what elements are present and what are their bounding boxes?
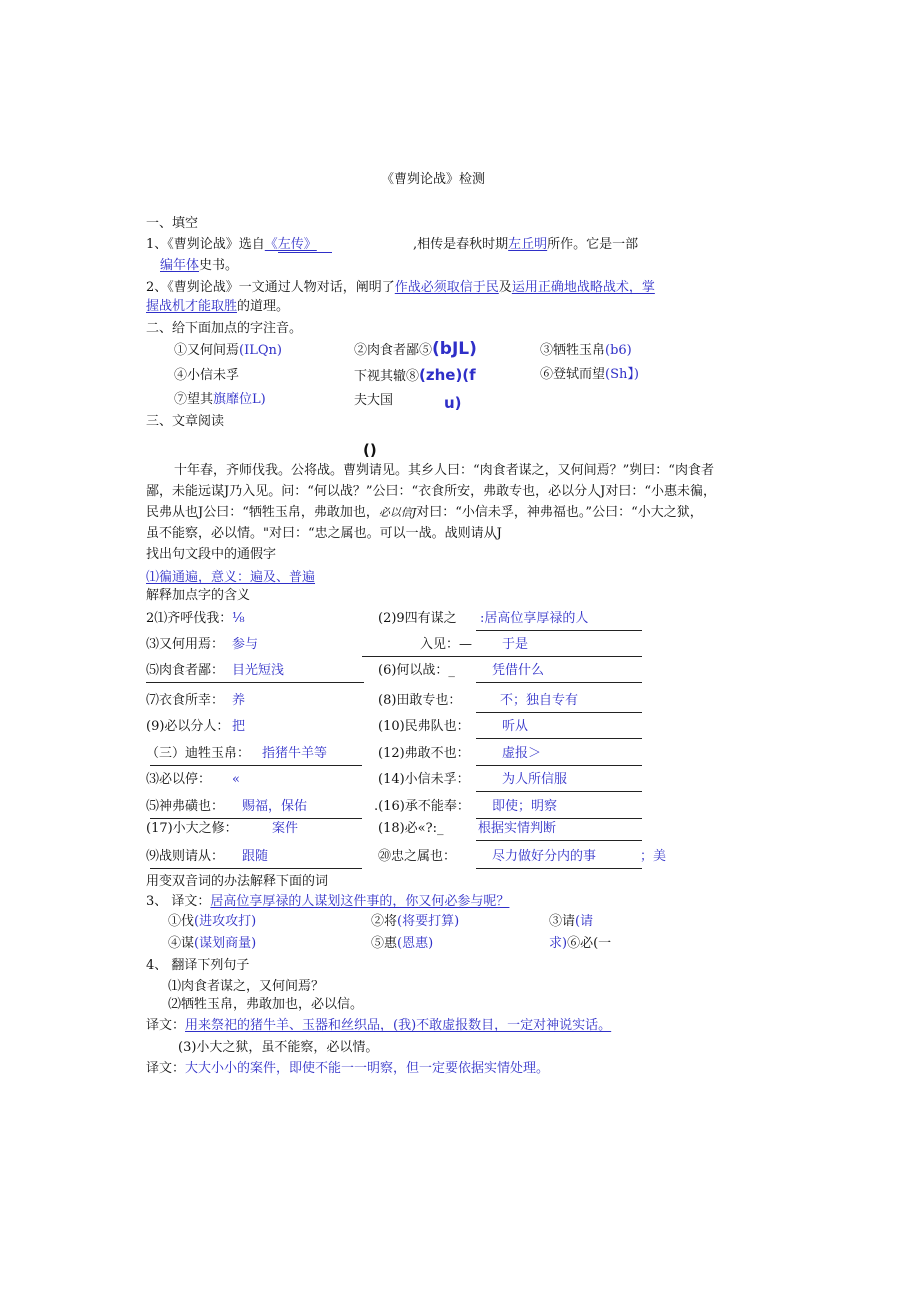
q3-line xyxy=(146,893,509,911)
pinyin-item-6 xyxy=(540,366,639,384)
passage-3i: 必以信J xyxy=(378,506,417,519)
q2-answer-3: 握战机才能取胜 xyxy=(146,299,238,314)
passage-line-1: 十年春，齐师伐我。公将战。曹刿请见。其乡人曰：“肉食者谋之，又何间焉？”刿曰：“肉食者 xyxy=(174,463,714,478)
grid-left-question: ⑸肉食者鄙： xyxy=(146,663,225,678)
section-3-mark: () xyxy=(363,441,377,459)
grid-right-question: 入见：— xyxy=(420,637,473,652)
q2-line1 xyxy=(146,279,655,297)
word-5-answer: (恩惠) xyxy=(397,936,434,951)
grid-right-question: ⑳忠之属也： xyxy=(378,849,457,864)
q2-text-b: 及 xyxy=(498,280,512,295)
q1-answer-source: 《左传》 xyxy=(264,237,317,252)
q3-answer: 居高位享厚禄的人谋划这件事的，你又何必参与呢？ xyxy=(210,894,510,909)
grid-right-answer: 根据实情判断 xyxy=(478,821,557,836)
grid-right-answer: 于是 xyxy=(502,637,529,652)
grid-left-answer: ⅛ xyxy=(232,611,245,626)
grid-left-question: ⑶又何用焉： xyxy=(146,637,225,652)
item-2-text: ②肉食者鄙⑤ xyxy=(354,343,433,358)
grid-right-question: (12)弗敢不也： xyxy=(378,746,470,761)
word-4-answer: (谋划商量) xyxy=(194,936,257,951)
shuangyin-question: 用变双音词的办法解释下面的词 xyxy=(146,874,329,889)
grid-left-answer: 指猪牛羊等 xyxy=(262,746,328,761)
word-6-text: ⑥必(一 xyxy=(567,936,612,951)
grid-left-answer: 赐福，保佑 xyxy=(242,799,308,814)
grid-left-answer: 把 xyxy=(232,719,246,734)
grid-left-question: （三）迪牲玉帛： xyxy=(146,746,251,761)
translation-3 xyxy=(146,1060,549,1078)
item-6-answer: (Sh】) xyxy=(605,367,639,382)
item-6-text: ⑥登轼而望 xyxy=(540,367,606,382)
word-3 xyxy=(549,913,593,931)
word-6 xyxy=(549,935,611,953)
pinyin-item-1 xyxy=(174,342,282,360)
q3-label: 3、 译文： xyxy=(146,894,211,909)
answer-underline xyxy=(476,630,642,631)
answer-underline xyxy=(476,868,642,869)
grid-left-answer: 目光短浅 xyxy=(232,663,285,678)
q2-answer-1: 作战必须取信于民 xyxy=(394,280,499,295)
word-3-answer-cont: 求) xyxy=(549,936,568,951)
grid-right-question: .(16)承不能奉： xyxy=(374,799,470,814)
pinyin-item-2 xyxy=(354,340,477,360)
word-1-text: ①伐 xyxy=(168,914,195,929)
grid-right-question: (2)9四有谋之 xyxy=(378,611,457,626)
grid-left-answer: 参与 xyxy=(232,637,259,652)
grid-left-answer: 跟随 xyxy=(242,849,269,864)
grid-right-answer: 不；独自专有 xyxy=(500,693,579,708)
item-2-answer: (bJL) xyxy=(432,339,477,359)
q4-heading: 4、 翻译下列句子 xyxy=(146,958,250,973)
translation-2-answer: 用来祭祀的猪牛羊、玉器和丝织品，(我)不敢虚报数目，一定对神说实话。 xyxy=(185,1018,612,1033)
grid-right-question: (6)何以战：_ xyxy=(378,663,455,678)
q1-text-c: 所作。它是一部 xyxy=(547,237,639,252)
pinyin-item-3 xyxy=(540,342,632,360)
word-5 xyxy=(371,935,433,953)
passage-line-2: 鄙，未能远谋J乃入见。问：“何以战？”公曰：“衣食所安，弗敢专也，必以分人J对曰：“小惠未徧， xyxy=(146,484,717,499)
grid-left-question: 2⑴齐呼伐我： xyxy=(146,611,233,626)
item-3-text: ③牺牲玉帛 xyxy=(540,343,606,358)
q1-answer-author: 左丘明 xyxy=(508,237,548,252)
item-3-answer: (b6) xyxy=(605,343,632,358)
translate-3: (3)小大之狱，虽不能察，必以情。 xyxy=(178,1040,379,1055)
item-7-text: ⑦望其 xyxy=(174,392,214,407)
item-1-text: ①又何间焉 xyxy=(174,343,240,358)
answer-underline xyxy=(476,712,642,713)
word-5-text: ⑤惠 xyxy=(371,936,398,951)
q1-line2 xyxy=(160,257,238,275)
grid-left-question: ⑸神弗磺也： xyxy=(146,799,225,814)
jieshi-question: 解释加点字的含义 xyxy=(146,588,251,603)
grid-left-question: ⑺衣食所幸： xyxy=(146,693,225,708)
answer-underline xyxy=(150,868,362,869)
q2-line2 xyxy=(146,298,289,316)
translation-3-label: 译文： xyxy=(146,1061,186,1076)
q2-answer-2: 运用正确地战略战术，掌 xyxy=(511,280,655,295)
section-3-heading: 三、文章阅读 xyxy=(146,414,225,429)
item-5-text: 下视其辙⑧ xyxy=(354,369,420,384)
answer-underline xyxy=(150,818,362,819)
grid-right-answer: 凭借什么 xyxy=(492,663,545,678)
grid-left-answer: « xyxy=(232,772,240,787)
passage-line-4: 虽不能察，必以情。"对曰：“忠之属也。可以一战。战则请从J xyxy=(146,526,502,541)
grid-left-question: ⑶必以停： xyxy=(146,772,212,787)
word-2-answer: (将要打算) xyxy=(397,914,460,929)
answer-underline xyxy=(146,682,364,683)
grid-left-answer: 养 xyxy=(232,693,246,708)
answer-underline xyxy=(150,765,362,766)
word-3-text: ③请 xyxy=(549,914,576,929)
translation-2 xyxy=(146,1017,611,1035)
tongjia-answer: ⑴徧通遍，意义：遍及、普遍 xyxy=(146,570,316,585)
word-3-answer: (请 xyxy=(575,914,594,929)
grid-right-question: (10)民弗队也： xyxy=(378,719,470,734)
grid-left-question: ⑼战则请从： xyxy=(146,849,225,864)
grid-left-answer: 案件 xyxy=(272,821,299,836)
answer-underline xyxy=(476,738,642,739)
passage-3b: 对曰：“小信未孚，神弗福也。”公曰：“小大之狱， xyxy=(416,505,703,520)
q2-text-a: 2、《曹刿论战》一文通过人物对话，阐明了 xyxy=(146,280,395,295)
translation-3-answer: 大大小小的案件，即使不能一一明察，但一定要依据实情处理。 xyxy=(185,1061,550,1076)
grid-left-question: (9)必以分人： xyxy=(146,719,230,734)
answer-underline xyxy=(476,765,642,766)
answer-underline xyxy=(476,818,642,819)
translation-2-label: 译文： xyxy=(146,1018,186,1033)
item-5-answer-cont: u) xyxy=(444,394,462,412)
word-1-answer: (进攻攻打) xyxy=(194,914,257,929)
answer-underline xyxy=(476,840,642,841)
grid-right-question: (14)小信未孚： xyxy=(378,772,470,787)
answer-underline xyxy=(362,656,642,657)
q1-answer-genre: 编年体 xyxy=(160,258,200,273)
translate-1: ⑴肉食者谋之，又何间焉？ xyxy=(168,979,325,994)
pinyin-item-7 xyxy=(174,391,266,409)
grid-right-answer: 为人所信服 xyxy=(502,772,568,787)
passage-3a: 民弗从也J公曰：“牺牲玉帛，弗敢加也， xyxy=(146,505,379,520)
grid-right-answer: 虚报＞ xyxy=(502,746,542,761)
section-1-heading: 一、填空 xyxy=(146,216,199,231)
grid-right-answer: 即使；明察 xyxy=(492,799,558,814)
grid-right-tail: ；美 xyxy=(640,849,667,864)
word-1 xyxy=(168,913,256,931)
q1-line1-b xyxy=(413,236,638,254)
word-4-text: ④谋 xyxy=(168,936,195,951)
item-7-answer: 旗靡位L) xyxy=(213,392,266,407)
pinyin-item-8: 夫大国 xyxy=(354,393,394,408)
q1-text-d: 史书。 xyxy=(199,258,239,273)
item-5-answer: (zhe)(f xyxy=(419,366,476,384)
q1-text-a: 1、《曹刿论战》选自 xyxy=(146,237,265,252)
pinyin-item-5 xyxy=(354,366,476,386)
word-2-text: ②将 xyxy=(371,914,398,929)
section-2-heading: 二、给下面加点的字注音。 xyxy=(146,321,303,336)
item-1-answer: (ILQn) xyxy=(239,343,282,358)
grid-right-question: (8)田敢专也： xyxy=(378,693,462,708)
answer-underline xyxy=(476,791,642,792)
grid-right-question: (18)必«?:_ xyxy=(378,821,444,836)
word-4 xyxy=(168,935,256,953)
passage-line-3 xyxy=(146,504,703,522)
grid-right-answer: 听从 xyxy=(502,719,529,734)
tongjia-question: 找出句文段中的通假字 xyxy=(146,547,277,562)
translate-2: ⑵牺牲玉帛，弗敢加也，必以信。 xyxy=(168,997,364,1012)
pinyin-item-4: ④小信未孚 xyxy=(174,368,240,383)
answer-underline xyxy=(476,682,642,683)
grid-left-question: (17)小大之修： xyxy=(146,821,238,836)
word-2 xyxy=(371,913,459,931)
q1-text-b: ,相传是春秋时期 xyxy=(413,237,509,252)
grid-right-answer: :居高位享厚禄的人 xyxy=(480,611,589,626)
q2-text-c: 的道理。 xyxy=(237,299,290,314)
grid-right-answer: 尽力做好分内的事 xyxy=(492,849,597,864)
page-title: 《曹刿论战》检测 xyxy=(381,172,486,187)
